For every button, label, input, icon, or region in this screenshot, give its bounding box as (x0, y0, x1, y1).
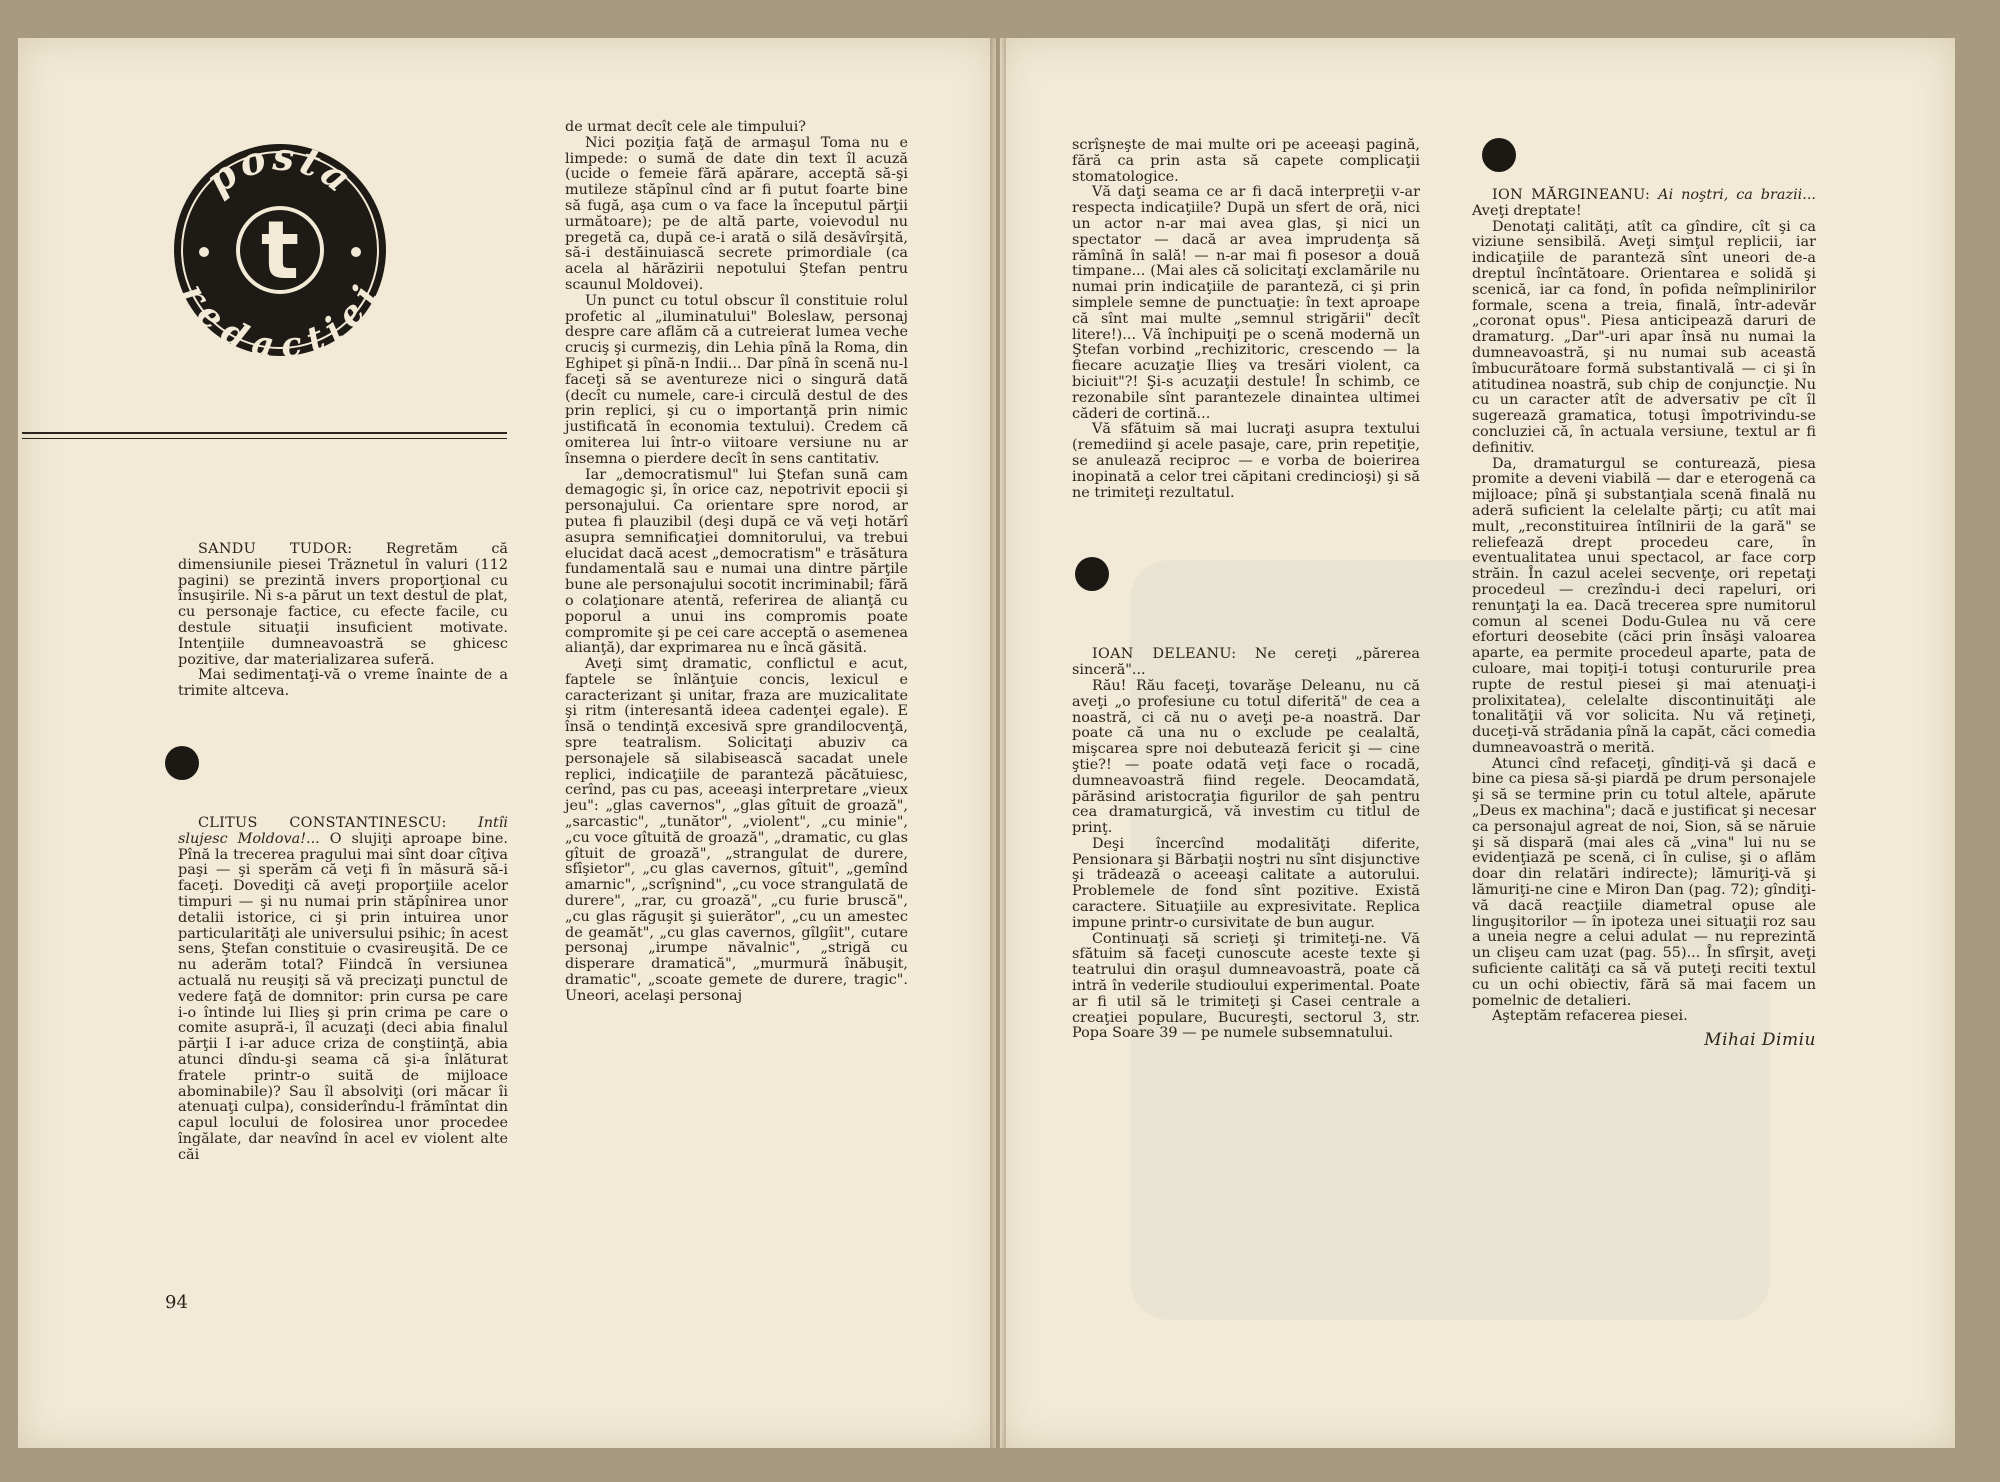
sandu-tudor-advice: Mai sedimentaţi-vă o vreme înainte de a trimite altceva. (178, 667, 508, 700)
ion-margineanu-name: ION MĂRGINEANU: (1492, 187, 1651, 203)
section-bullet (165, 746, 199, 780)
section-bullet (1075, 557, 1109, 591)
section-bullet (1482, 138, 1516, 172)
sandu-tudor-letter: SANDU TUDOR: Regretăm că dimensiunile piesei Trăznetul în valuri (112 pagini) se prezintă invers proporţional cu însuşirile. Ni s-a părut un text destul de plat, cu personaje factice, cu efecte facile, cu destule situaţii insuficient motivate. Intenţiile dumneavoastră se ghicesc pozitive, dar materializarea suferă. (178, 541, 509, 668)
logo-letter: t (260, 204, 300, 297)
ion-margineanu-play-title: Ai noştri, ca brazii... (1658, 187, 1816, 203)
horizontal-rule (22, 432, 507, 439)
ioan-deleanu-letter: IOAN DELEANU: Ne cereţi „părerea sinceră"... (1072, 646, 1420, 679)
logo-top-word: posta (197, 140, 364, 204)
clitus-letter: CLITUS CONSTANTINESCU: Intîi slujesc Moldova!... O slujiţi aproape bine. Pînă la trecerea pragului mai sînt doar cîţiva paşi — şi sperăm că veţi fi în măsură să-i faceţi. Dovediţi că aveţi proporţiile acelor timpuri — şi nu numai prin stăpînirea unor detalii istorice, ci şi prin intuirea unor particularităţi ale universului psihic; în acest sens, Ştefan constituie o cvasireuşită. De ce nu aderăm total? Fiindcă în versiunea actuală nu reuşiţi să vă precizaţi punctul de vedere faţă de domnitor: prin cursa pe care i-o întinde lui Ilieş şi prin crima pe care o comite asupră-i, îl acuzaţi (deci abia finalul părţii I i-ar aduce criza de conştiinţă, abia atunci dîndu-şi seama că şi-a înlăturat fratele printr-o suită de mijloace abominabile)? Sau îl absolviţi (ori măcar îi atenuaţi culpa), considerîndu-l frămîntat din capul locului de folosirea unor procedee îngălate, dar neavînd în acel ev violent alte căi (178, 814, 508, 1163)
book-gutter (990, 38, 1006, 1448)
left-column-2: de urmat decît cele ale timpului? Nici poziţia faţă de armaşul Toma nu e limpede: o sumă de date din text îl acuză (ucide o femeie fără apărare, acceptă să-şi mutileze stăpînul cînd ar fi putut foarte bine să fugă, aşa cum o va face la începutul părţii următoare); pe de altă parte, voievodul nu pregetă ca, după ce-i arată o silă desăvîrşită, să-i destăinuiască secrete primordiale (ca acela al hărăzirii nepotului Ştefan pentru scaunul Moldovei). Un punct cu totul obscur îl constituie rolul profetic al „iluminatului" Boleslaw, personaj despre care aflăm că a cutreierat lumea veche cruciş şi curmeziş, din Lehia pînă la Roma, din Eghipet şi pînă-n Indii... Dar pînă în scenă nu-l faceţi să se aventureze nici o singură dată (decît cu numele, care-i circulă destul de des prin replici, şi cu o importanţă prin nimic justificată în economia textului). Credem că omiterea lui într-o viitoare versiune nu ar însemna o pierdere decît în sens cantitativ. Iar „democratismul" lui Ştefan sună cam demagogic şi, în orice caz, nepotrivit epocii şi personajului. Ca orientare spre norod, ar putea fi plauzibil (deşi după ce vă veţi hotărî asupra semnificaţiei domnitorului, va trebui elucidat dacă acest „democratism" e trăsătura fundamentală sau e numai una dintre părţile bune ale personajului socotit incriminabil; fără o colaţionare atentă, referirea de alianţă cu poporul a unui ins compromis poate compromite şi pe cei care acceptă o asemenea alianţă), dar exprimarea nu e încă găsită. Aveţi simţ dramatic, conflictul e acut, faptele se înlănţuie concis, lexicul e caracterizant şi unitar, fraza are muzicalitate şi ritm (interesantă ideea cadenţei egale). E însă o tendinţă excesivă spre grandilocvenţă, spre teatralism. Solicitaţi abuziv ca personajele să silabisească sacadat unele replici, indicaţiile de paranteză păcătuiesc, cerînd, pas cu pas, aceeaşi interpretare „vieux jeu": „glas cavernos", „glas gîtuit de groază", „sarcastic", „tunător", „violent", „cu minie", „cu voce gîtuită de groază", „dramatic, cu glas gîtuit de groază", „strangulat de durere, sfîşietor", „cu glas cavernos, gîtuit", „gemînd amarnic", „scrîşnind", „cu voce strangulată de durere", „rar, cu groază", „cu furie bruscă", „cu glas răguşit şi şuierător", „cu un amestec de geamăt", „cu glas cavernos, gîlgîit", cutare personaj „irumpe năvalnic", „strigă cu disperare dramatică", „murmură înăbuşit, dramatic", „scoate gemete de durere, tragic". Uneori, acelaşi personaj (565, 119, 908, 1004)
logo-seal-icon (170, 140, 390, 360)
ioan-deleanu-name: IOAN DELEANU: (1092, 646, 1237, 663)
page-number: 94 (165, 1292, 188, 1313)
sandu-tudor-name: SANDU TUDOR: (198, 541, 353, 557)
author-signature: Mihai Dimiu (1704, 1030, 1816, 1051)
posta-redactiei-logo (170, 140, 390, 360)
right-column-1: scrîşneşte de mai multe ori pe aceeaşi pagină, fără ca prin asta să capete complicaţii stomatologice. Vă daţi seama ce ar fi dacă interpreţii v-ar respecta indicaţiile? După un sfert de oră, nici un actor n-ar mai avea glas, şi nici un spectator — dacă ar avea imprudenţa să rămînă în sală! — n-ar mai fi posesor a două timpane... (Mai ales că solicitaţi exclamările nu numai prin indicaţiile de paranteză, ci şi prin simplele semne de punctuaţie: în text aproape că sînt mai multe „semnul strigării" decît litere!)... Vă închipuiţi pe o scenă modernă un Ştefan vorbind „rechizitoric, crescendo — la fiecare acuzaţie Ilieş va tresări violent, ca biciuit"?! Şi-s acuzaţii destule! În schimb, ce rezonabile sînt parantezele dinaintea ultimei căderi de cortină... Vă sfătuim să mai lucraţi asupra textului (remediind şi acele pasaje, care, prin repetiţie, se anulează reciproc — e vorba de boierirea inopinată a celor trei căpitani credincioşi) şi să ne trimiteţi rezultatul. IOAN DELEANU: Ne cereţi „părerea sinceră"... Rău! Rău faceţi, tovarăşe Deleanu, nu că aveţi „o profesiune cu totul diferită" de cea a noastră, ci că nu o aveţi pe-a noastră. Dar poate că una nu o exclude pe cealaltă, mişcarea spre noi debutează fericit şi — cine ştie?! — poate odată veţi face o rocadă, dumneavoastră fiind regele. Deocamdată, părăsind aristocraţia figurilor de şah pentru cea dramaturgică, vă investim cu titlul de prinţ. Deşi încercînd modalităţi diferite, Pensionara şi Bărbaţii noştri nu sînt disjunctive şi trădează o aceeaşi calitate a autorului. Problemele de fond sînt pozitive. Există caractere. Situaţiile au expresivitate. Replica impune printr-o cursivitate de bun augur. Continuaţi să scrieţi şi trimiteţi-ne. Vă sfătuim să faceţi cunoscute aceste texte şi teatrului din oraşul dumneavoastră, poate că intră în vederile studioului experimental. Poate ar fi util să le trimiteţi şi Casei centrale a creaţiei populare, Bucureşti, sectorul 3, str. Popa Soare 39 — pe numele subsemnatului. (1072, 137, 1420, 1042)
left-column-1 (178, 542, 508, 1164)
logo-bottom-word: redacţiei (173, 277, 387, 360)
right-column-2: ION MĂRGINEANU: Ai noştri, ca brazii... Aveţi dreptate! Denotaţi calităţi, atît ca gîndire, cît şi ca viziune sensibilă. Aveţi simţul replicii, iar indicaţiile de paranteză sînt uneori de-a dreptul încîntătoare. Orientarea e solidă şi scenică, iar ca fond, în pofida neîmplinirilor formale, scena a treia, finală, într-adevăr „coronat opus". Piesa anticipează daruri de dramaturg. „Dar"-uri apar însă nu numai la dumneavoastră, şi nu numai sub această îmbucurătoare formă substantivală — ci şi în atitudinea noastră, sub chip de conjuncţie. Nu cu un caracter atît de adversativ pe cît îl sugerează gramatica, totuşi împotrivindu-se concluziei că, în actuala versiune, textul ar fi definitiv. Da, dramaturgul se conturează, piesa promite a deveni viabilă — dar e eterogenă ca mijloace; pînă şi substanţiala scenă finală nu aderă suficient la celelalte părţi; cu atît mai mult, „reconstituirea întîlnirii de la gară" se reliefează drept procedeu care, în eventualitatea unui spectacol, ar face corp străin. În cazul acelei secvenţe, ori repetaţi procedeul — crezîndu-i deci rapeluri, ori renunţaţi la ea. Dacă trecerea spre numitorul comun al scenei Dodu-Gulea nu vă cere eforturi deosebite (căci prin însăşi valoarea aparte, ea permite procedeul aparte, pata de culoare, mai topiţi-i totuşi contururile prea rupte de restul piesei şi mai atenuaţi-i prolixitatea), celelalte discontinuităţi ale tonalităţii vă vor solicita. Nu vă reţineţi, duceţi-vă strădania pînă la capăt, căci comedia dumneavoastră o merită. Atunci cînd refaceţi, gîndiţi-vă şi dacă e bine ca piesa să-şi piardă pe drum personajele şi să se termine prin cu totul altele, apărute „Deus ex machina"; dacă e justificat şi necesar ca personajul agreat de noi, Sion, să se năruie şi să dispară (mai ales că „vina" lui nu se evidenţiază pe scenă, ci în culise, şi o aflăm doar din relatări indirecte); lămuriţi-vă şi lămuriţi-ne cine e Miron Dan (pag. 72); gîndiţi-vă dacă reacţiile diametral opuse ale linguşitorilor — în ipoteza unei situaţii roz sau a uneia negre a celui adulat — nu reprezintă un clişeu cam uzat (pag. 55)... În sfîrşit, aveţi suficiente calităţi ca să vă puteţi reciti textul cu un ochi obiectiv, fără să mai facem un pomelnic de detalieri. Aşteptăm refacerea piesei. Mihai Dimiu (1472, 138, 1816, 1049)
ion-margineanu-letter: ION MĂRGINEANU: Ai noştri, ca brazii... Aveţi dreptate! (1472, 187, 1816, 219)
clitus-play-title: Intîi slujesc Moldova!... (178, 814, 508, 847)
clitus-name: CLITUS CONSTANTINESCU: (198, 814, 447, 831)
